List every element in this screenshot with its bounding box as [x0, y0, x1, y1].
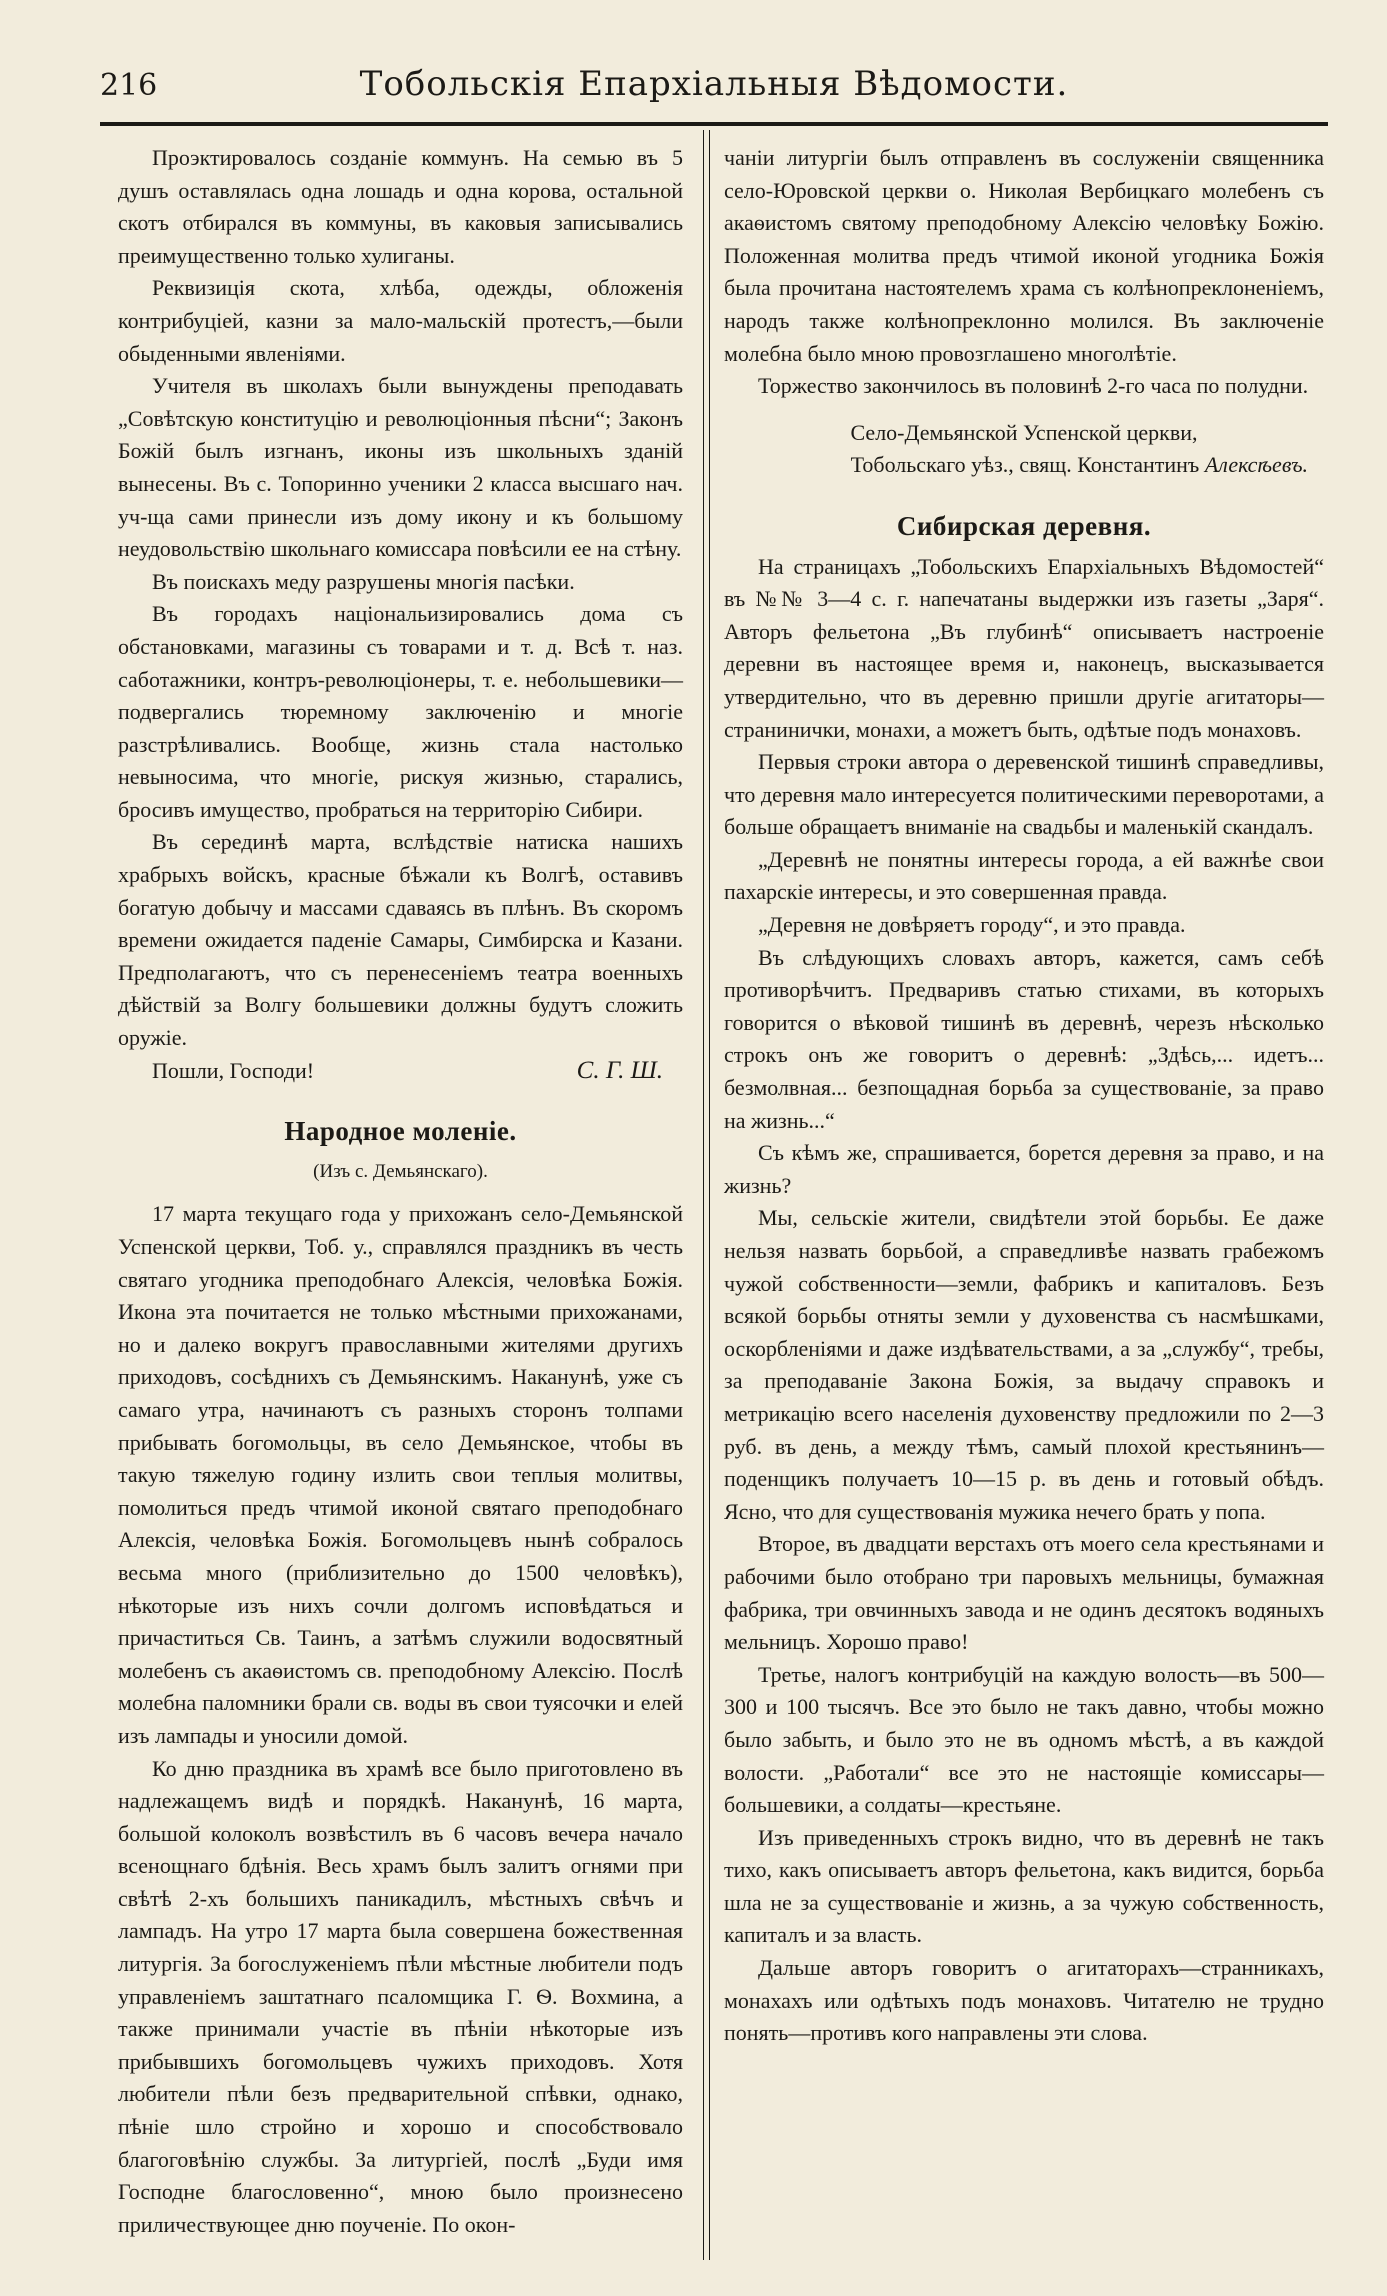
- header-rule: [100, 122, 1328, 126]
- paragraph: Проэктировалось созданіе коммунъ. На семью въ 5 душъ оставлялась одна лошадь и одна корова, остальной скотъ отбирался въ коммуны, въ каковыя записывались преимущественно только хулиганы.: [118, 145, 683, 268]
- paragraph: Въ серединѣ марта, вслѣдствіе натиска нашихъ храбрыхъ войскъ, красные бѣжали къ Волгѣ, оставивъ богатую добычу и массами сдаваясь въ плѣнъ. Въ скоромъ времени ожидается паденіе Самары, Симбирска и Казани. Предполагаютъ, что съ перенесеніемъ театра военныхъ дѣйствій за Волгу большевики должны будутъ сложить оружіе.: [118, 829, 683, 1051]
- paragraph: чаніи литургіи былъ отправленъ въ сослуженіи священника село-Юровской церкви о. Николая Вербицкаго молебенъ съ акаѳистомъ святому преподобному Алексію человѣку Божію. Положенная молитва предъ чтимой иконой угодника Божія была прочитана настоятелемъ храма съ колѣнопреклоненіемъ, народъ также колѣнопреклонно молился. Въ заключеніе молебна было мною провозглашено многолѣтіе.: [724, 145, 1324, 366]
- column-divider: [703, 130, 710, 2260]
- right-column: [724, 142, 1324, 2050]
- paragraph: Съ кѣмъ же, спрашивается, борется деревня за право, и на жизнь?: [724, 1140, 1324, 1198]
- page-header: [100, 60, 1328, 120]
- signature-line: [724, 449, 1324, 482]
- signature-place: Село-Демьянской Успенской церкви,: [850, 419, 1198, 445]
- paragraph: 17 марта текущаго года у прихожанъ село-Демьянской Успенской церкви, Тоб. у., справлялся праздникъ въ честь святаго угодника преподобнаго Алексія, человѣка Божія. Икона эта почитается не только мѣстными прихожанами, но и далеко вокругъ православными жителями другихъ приходовъ, сосѣднихъ съ Демьянскимъ. Наканунѣ, уже съ самаго утра, начинаютъ съ разныхъ сторонъ толпами прибывать богомольцы, въ село Демьянское, чтобы въ такую тяжелую годину излить свои теплыя молитвы, помолиться предъ чтимой иконой святаго преподобнаго Алексія, человѣка Божія. Богомольцевъ нынѣ собралось весьма много (приблизительно до 1500 человѣкъ), нѣкоторые изъ нихъ сочли долгомъ исповѣдаться и причаститься Св. Таинъ, а затѣмъ служили водосвятный молебенъ съ акаѳистомъ св. преподобному Алексію. Послѣ молебна паломники брали св. воды въ свои туясочки и елей изъ лампады и уносили домой.: [118, 1201, 683, 1748]
- paragraph: Въ городахъ національизировались дома съ обстановками, магазины съ товарами и т. д. Всѣ т. наз. саботажники, контръ-революціонеры, т. е. небольшевики—подвергались тюремному заключенію и многіе разстрѣливались. Вообще, жизнь стала настолько невыносима, что многіе, рискуя жизнью, старались, бросивъ имущество, пробраться на территорію Сибири.: [118, 601, 683, 822]
- section-title: Народное моленіе.: [284, 1116, 517, 1147]
- paragraph: Третье, налогъ контрибуцій на каждую волость—въ 500—300 и 100 тысячъ. Все это было не такъ давно, чтобы можно было забыть, и было это не въ одномъ мѣстѣ, а въ каждой волости. „Работали“ все это не настоящіе комиссары—большевики, а солдаты—крестьяне.: [724, 1661, 1324, 1818]
- paragraph: Въ слѣдующихъ словахъ авторъ, кажется, самъ себѣ противорѣчитъ. Предваривъ статью стихами, въ которыхъ говорится о вѣковой тишинѣ въ деревнѣ, черезъ нѣсколько строкъ онъ же говоритъ о деревнѣ: „Здѣсь,... идетъ... безмолвная... безпощадная борьба за существованіе, за право на жизнь...“: [724, 944, 1324, 1133]
- article-signoff: [118, 1055, 683, 1088]
- paragraph: Реквизиція скота, хлѣба, одежды, обложенія контрибуціей, казни за мало-мальскій протестъ,—были обыденными явленіями.: [118, 275, 683, 366]
- paragraph: Дальше авторъ говоритъ о агитаторахъ—странникахъ, монахахъ или одѣтыхъ подъ монаховъ. Читателю не трудно понять—противъ кого направлены эти слова.: [724, 1955, 1324, 2046]
- section-title: Сибирская деревня.: [896, 510, 1152, 541]
- author-initials: С. Г. Ш.: [576, 1056, 663, 1084]
- paragraph: Учителя въ школахъ были вынуждены преподавать „Совѣтскую конституцію и революціонныя пѣсни“; Законъ Божій былъ изгнанъ, иконы изъ школьныхъ зданій вынесены. Въ с. Топоринно ученики 2 класса высшаго нач. уч-ща сами принесли изъ дому икону и къ большому неудовольствію школьнаго комиссара повѣсили ее на стѣну.: [118, 373, 683, 562]
- signature-text: Тобольскаго уѣз., свящ. Константинъ: [850, 452, 1200, 478]
- journal-title: Тобольскія Епархіальныя Вѣдомости.: [359, 64, 1069, 104]
- paragraph: На страницахъ „Тобольскихъ Епархіальныхъ Вѣдомостей“ въ №№ 3—4 с. г. напечатаны выдержки изъ газеты „Заря“. Авторъ фельетона „Въ глубинѣ“ описываетъ настроеніе деревни въ настоящее время и, наконецъ, высказывается утвердительно, что въ деревню пришли другіе агитаторы—странинички, монахи, а можетъ быть, одѣтые подъ монаховъ.: [724, 553, 1324, 742]
- signature-name: Алексѣевъ.: [1204, 452, 1308, 478]
- page-number: 216: [100, 68, 158, 103]
- paragraph: „Деревнѣ не понятны интересы города, а ей важнѣе свои пахарскіе интересы, и это совершенная правда.: [724, 846, 1324, 905]
- paragraph: Первыя строки автора о деревенской тишинѣ справедливы, что деревня мало интересуется политическими переворотами, а больше обращаетъ вниманіе на свадьбы и маленькій скандалъ.: [724, 749, 1324, 840]
- paragraph: Второе, въ двадцати верстахъ отъ моего села крестьянами и рабочими было отобрано три паровыхъ мельницы, бумажная фабрика, три овчинныхъ завода и не одинъ десятокъ водяныхъ мельницъ. Хорошо право!: [724, 1531, 1324, 1655]
- paragraph: Мы, сельскіе жители, свидѣтели этой борьбы. Ее даже нельзя назвать борьбой, а справедливѣе назвать грабежомъ чужой собственности—земли, фабрикъ и капиталовъ. Безъ всякой борьбы отняты земли у духовенства съ насмѣшками, оскорбленіями и даже издѣвательствами, а за „службу“, требы, за преподаваніе Закона Божія, за выдачу справокъ и метрикацію всего населенія духовенству предложили по 2—3 руб. въ день, а между тѣмъ, самый плохой крестьянинъ—поденщикъ получаетъ 10—15 р. въ день и готовый обѣдъ. Ясно, что для существованія мужика нечего брать у попа.: [724, 1205, 1324, 1524]
- paragraph: Въ поискахъ меду разрушены многія пасѣки.: [152, 568, 575, 594]
- paragraph: Изъ приведенныхъ строкъ видно, что въ деревнѣ не такъ тихо, какъ описываетъ авторъ фельетона, какъ видится, борьба шла не за существованіе и жизнь, а за чужую собственность, капиталъ и за власть.: [724, 1824, 1324, 1948]
- closing-phrase: Пошли, Господи!: [152, 1057, 315, 1083]
- paragraph: Ко дню праздника въ храмѣ все было приготовлено въ надлежащемъ видѣ и порядкѣ. Наканунѣ, 16 марта, большой колоколъ возвѣстилъ въ 6 часовъ вечера начало всенощнаго бдѣнія. Весь храмъ былъ залитъ огнями при свѣтѣ 2-хъ большихъ паникадилъ, мѣстныхъ свѣчъ и лампадъ. На утро 17 марта была совершена божественная литургія. За богослуженіемъ пѣли мѣстные любители подъ управленіемъ заштатнаго псаломщика Г. Ѳ. Вохмина, а также принимали участіе въ пѣніи нѣкоторые изъ прибывшихъ богомольцевъ чужихъ приходовъ. Хотя любители пѣли безъ предварительной спѣвки, однако, пѣніе шло стройно и хорошо и способствовало благоговѣнію службы. За литургіей, послѣ „Буди имя Господне благословенно“, мною было произнесено приличествующее дню поученіе. По окон-: [118, 1755, 683, 2237]
- paragraph: „Деревня не довѣряетъ городу“, и это правда.: [758, 912, 1186, 938]
- paragraph: Торжество закончилось въ половинѣ 2-го часа по полудни.: [758, 373, 1309, 399]
- left-column: [118, 142, 683, 2241]
- section-subtitle: (Изъ с. Демьянскаго).: [313, 1160, 488, 1182]
